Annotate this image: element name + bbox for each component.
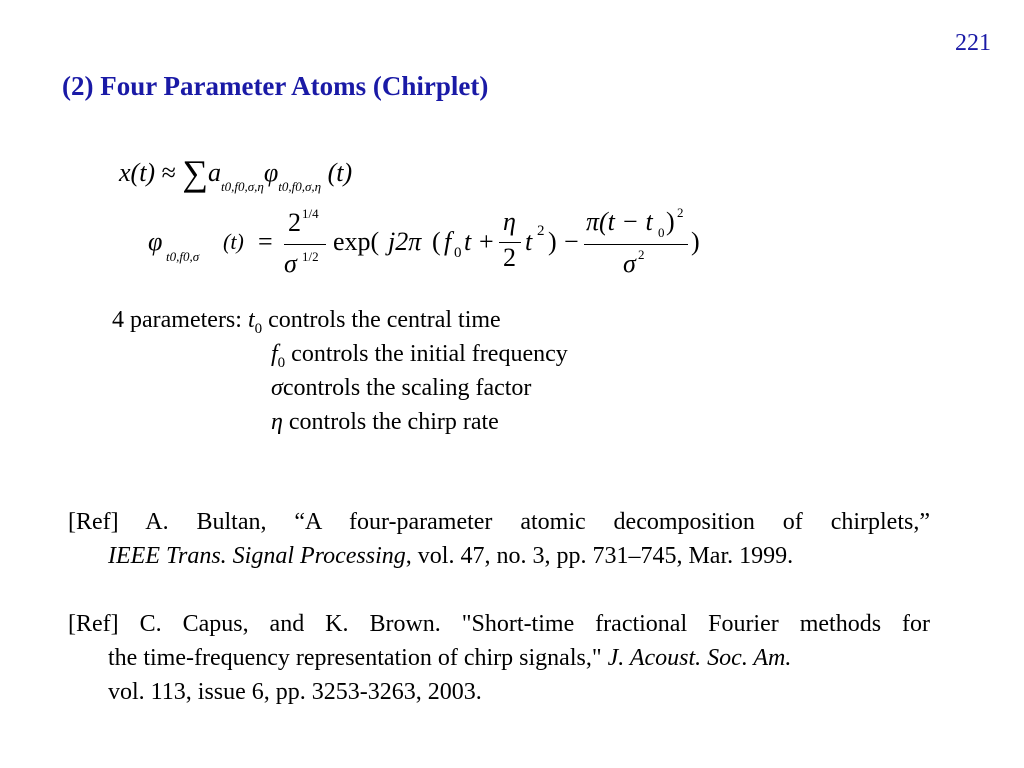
reference-line: [Ref] C. Capus, and K. Brown. "Short-time fractional Fourier methods for [68, 611, 930, 637]
exp-open: exp( [333, 227, 380, 256]
minus-sign: − [564, 227, 579, 256]
frac-numerator: 2 [288, 208, 301, 237]
plus-sign: + [479, 227, 494, 256]
fraction-bar-1 [284, 244, 326, 245]
coef-subscript: t0,f0,σ,η [221, 179, 264, 194]
param-symbol: f [271, 341, 278, 367]
frac-numerator-exp: 1/4 [302, 206, 319, 221]
param-subscript: 0 [277, 354, 286, 371]
param-description: controls the scaling factor [282, 375, 532, 401]
reference-2 [68, 607, 930, 709]
param-symbol: η [271, 409, 283, 435]
t-symbol: t [464, 227, 472, 256]
sigma-denominator-exp: 2 [638, 247, 645, 262]
param-description: controls the initial frequency [291, 341, 568, 367]
equals-sign: = [258, 227, 273, 256]
pi-numerator-close: ) [666, 207, 675, 236]
param-subscript: 0 [254, 320, 263, 337]
reference-continuation [68, 539, 930, 573]
reference-journal: J. Acoust. Soc. Am. [607, 645, 792, 671]
f-symbol: f [444, 227, 452, 256]
page-number: 221 [955, 30, 991, 56]
slide-title: (2) Four Parameter Atoms (Chirplet) [62, 71, 489, 101]
sum-equation [119, 152, 352, 195]
parameters-intro: 4 parameters: [112, 307, 242, 333]
pi-numerator: π(t − t [586, 207, 653, 236]
basis-arg: (t) [327, 158, 353, 187]
fraction-bar-3 [584, 244, 688, 245]
parameter-row-f0 [271, 341, 568, 372]
reference-1 [68, 505, 930, 573]
phi-lhs-subscript: t0,f0,σ [166, 249, 200, 264]
coef-a: a [208, 158, 222, 187]
reference-journal: IEEE Trans. Signal Processing [108, 543, 406, 569]
paren-close: ) [548, 227, 557, 256]
frac-denominator: σ [284, 249, 297, 278]
parameter-row-t0 [112, 307, 501, 338]
param-symbol: σ [271, 375, 283, 401]
param-description: controls the central time [268, 307, 501, 333]
phi-lhs: φ [148, 227, 163, 256]
frac-denominator-exp: 1/2 [302, 249, 319, 264]
reference-details-line: vol. 113, issue 6, pp. 3253-3263, 2003. [108, 679, 482, 705]
j2pi: j2π [388, 227, 422, 256]
eta-numerator: η [503, 207, 516, 236]
sum-symbol: ∑ [182, 153, 209, 193]
param-description: controls the chirp rate [288, 409, 499, 435]
f-subscript: 0 [454, 245, 462, 261]
t0-subscript: 0 [658, 225, 665, 240]
two-denominator: 2 [503, 243, 516, 272]
reference-details: the time-frequency representation of chirp signals," [108, 645, 608, 671]
reference-line: [Ref] A. Bultan, “A four-parameter atomic decomposition of chirplets,” [68, 509, 930, 535]
parameter-row-eta [271, 409, 499, 436]
reference-continuation [68, 641, 930, 675]
parameter-row-sigma [271, 375, 531, 402]
sigma-denominator: σ [623, 249, 636, 278]
param-symbol: t [247, 307, 255, 333]
reference-details: , vol. 47, no. 3, pp. 731–745, Mar. 1999. [405, 543, 794, 569]
pi-numerator-exp: 2 [677, 205, 684, 220]
phi-arg: (t) [223, 229, 244, 254]
basis-subscript: t0,f0,σ,η [278, 179, 322, 194]
exp-close: ) [691, 227, 700, 256]
approx-sign: ≈ [161, 158, 176, 187]
sum-lhs: x(t) [119, 158, 156, 187]
paren-open: ( [432, 227, 441, 256]
t-squared: t [525, 227, 533, 256]
t-squared-exp: 2 [537, 223, 545, 239]
phi-equation [148, 205, 708, 285]
basis-phi: φ [263, 158, 279, 187]
